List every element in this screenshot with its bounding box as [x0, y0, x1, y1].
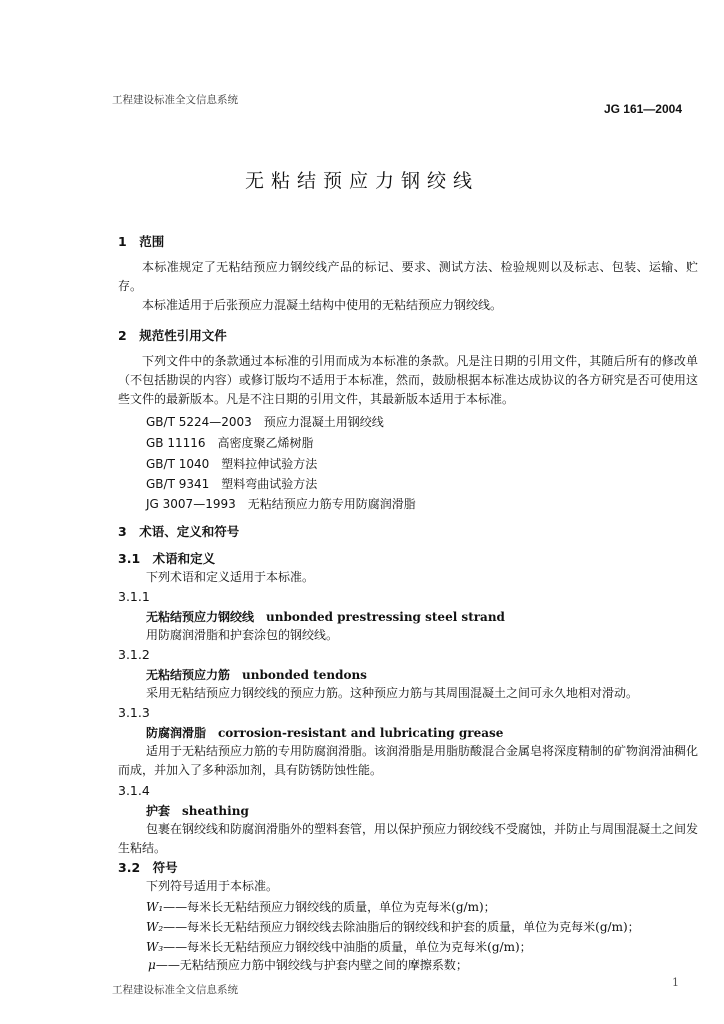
section-1-paragraph-2: 本标准适用于后张预应力混凝土结构中使用的无粘结预应力钢绞线。	[142, 298, 503, 312]
symbol-row	[146, 898, 496, 917]
symbol: W₂	[146, 920, 164, 934]
reference-item: GB/T 1040 塑料拉伸试验方法	[146, 457, 318, 471]
section-3-1-heading: 3.1 术语和定义	[118, 551, 216, 566]
reference-item: GB 11116 高密度聚乙烯树脂	[146, 436, 314, 450]
term-definition: 适用于无粘结预应力筋的专用防腐润滑脂。该润滑脂是用脂肪酸混合金属皂将深度精制的矿物润滑油稠化而成，并加入了多种添加剂，具有防锈防蚀性能。	[118, 744, 699, 777]
term-definition: 采用无粘结预应力钢绞线的预应力筋。这种预应力筋与其周围混凝土之间可永久地相对滑动。	[146, 686, 639, 700]
reference-item: GB/T 9341 塑料弯曲试验方法	[146, 477, 318, 491]
reference-item: GB/T 5224—2003 预应力混凝土用钢绞线	[146, 415, 384, 429]
term-number: 3.1.1	[118, 589, 150, 604]
term-definition: 包裹在钢绞线和防腐润滑脂外的塑料套管，用以保护预应力钢绞线不受腐蚀，并防止与周围混凝土之间发生粘结。	[118, 822, 699, 855]
section-3-1-text: 下列术语和定义适用于本标准。	[146, 570, 315, 584]
section-2-heading: 2 规范性引用文件	[118, 328, 227, 343]
section-2-paragraph: 下列文件中的条款通过本标准的引用而成为本标准的条款。凡是注日期的引用文件，其随后所有的修改单（不包括勘误的内容）或修订版均不适用于本标准，然而，鼓励根据本标准达成协议的各方研究是否可使用这些文件的最新版本。凡是不注日期的引用文件，其最新版本适用于本标准。	[118, 354, 698, 406]
symbol-row	[146, 938, 532, 957]
symbol: W₃	[146, 940, 164, 954]
term-title: 护套 sheathing	[146, 804, 249, 818]
term-number: 3.1.2	[118, 647, 150, 662]
symbol-description: ——每米长无粘结预应力钢绞线去除油脂后的钢绞线和护套的质量，单位为克每米(g/m)；	[163, 920, 640, 934]
term-number: 3.1.4	[118, 783, 150, 798]
section-3-2-heading: 3.2 符号	[118, 860, 178, 875]
document-title: 无粘结预应力钢绞线	[244, 170, 479, 192]
section-3-2-text: 下列符号适用于本标准。	[146, 879, 279, 893]
section-3-heading: 3 术语、定义和符号	[118, 524, 240, 539]
term-number: 3.1.3	[118, 705, 150, 720]
page-number: 1	[672, 976, 679, 989]
symbol-description: ——每米长无粘结预应力钢绞线中油脂的质量，单位为克每米(g/m)；	[163, 940, 532, 954]
symbol: W₁	[146, 900, 164, 914]
term-title: 无粘结预应力钢绞线 unbonded prestressing steel strand	[146, 610, 505, 624]
symbol-description: ——无粘结预应力筋中钢绞线与护套内壁之间的摩擦系数；	[155, 958, 468, 972]
section-1-paragraph-1: 本标准规定了无粘结预应力钢绞线产品的标记、要求、测试方法、检验规则以及标志、包装、运输、贮存。	[118, 260, 698, 293]
standard-number: JG 161—2004	[603, 102, 682, 116]
term-title: 防腐润滑脂 corrosion-resistant and lubricating grease	[146, 726, 504, 740]
symbol-row	[148, 956, 468, 975]
section-1-heading: 1 范围	[118, 234, 165, 249]
reference-item: JG 3007—1993 无粘结预应力筋专用防腐润滑脂	[146, 497, 416, 511]
header-source: 工程建设标准全文信息系统	[112, 94, 238, 106]
term-title: 无粘结预应力筋 unbonded tendons	[146, 668, 367, 682]
symbol-description: ——每米长无粘结预应力钢绞线的质量，单位为克每米(g/m)；	[163, 900, 496, 914]
term-definition: 用防腐润滑脂和护套涂包的钢绞线。	[146, 628, 339, 642]
symbol-row	[146, 918, 640, 937]
footer-source: 工程建设标准全文信息系统	[112, 984, 238, 996]
symbol: μ	[148, 958, 156, 972]
